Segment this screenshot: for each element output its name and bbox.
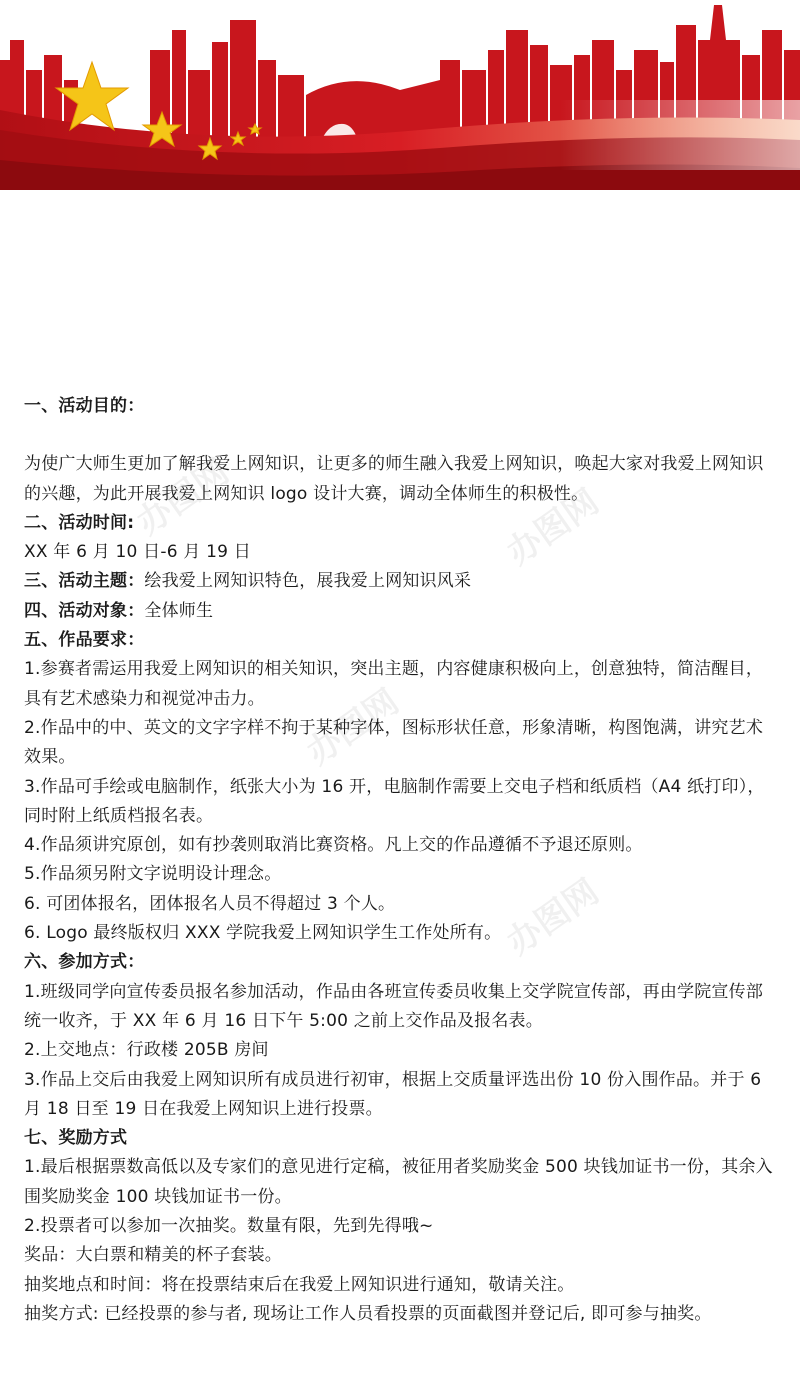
reward-item: 奖品：大白票和精美的杯子套装。 (24, 1245, 282, 1266)
section-body-audience: 全体师生 (144, 600, 214, 621)
reward-item: 2.投票者可以参加一次抽奖。数量有限，先到先得哦~ (24, 1216, 434, 1237)
watermark: 办图网 (299, 681, 407, 774)
watermark: 办图网 (129, 451, 237, 544)
requirement-item: 6. 可团体报名，团体报名人员不得超过 3 个人。 (24, 893, 396, 914)
requirement-item: 6. Logo 最终版权归 XXX 学院我爱上网知识学生工作处所有。 (24, 923, 502, 944)
reward-item: 抽奖方式: 已经投票的参与者, 现场让工作人员看投票的页面截图并登记后, 即可参与抽奖。 (24, 1303, 712, 1324)
reward-item: 1.最后根据票数高低以及专家们的意见进行定稿，被征用者奖励奖金 500 块钱加证书一份，其余入围奖励奖金 100 块钱加证书一份。 (24, 1157, 773, 1207)
section-body-time: XX 年 6 月 10 日-6 月 19 日 (24, 542, 251, 563)
requirement-item: 1.参赛者需运用我爱上网知识的相关知识，突出主题，内容健康积极向上，创意独特，简洁醒目，具有艺术感染力和视觉冲击力。 (24, 659, 764, 709)
section-title-rewards: 七、奖励方式 (24, 1128, 128, 1149)
method-item: 2.上交地点：行政楼 205B 房间 (24, 1040, 269, 1061)
section-title-purpose: 一、活动目的： (24, 396, 145, 416)
skyline-banner-graphic (0, 0, 800, 190)
section-body-purpose: 为使广大师生更加了解我爱上网知识，让更多的师生融入我爱上网知识，唤起大家对我爱上网知识的兴趣，为此开展我爱上网知识 logo 设计大赛，调动全体师生的积极性。 (24, 454, 764, 504)
reward-item: 抽奖地点和时间：将在投票结束后在我爱上网知识进行通知，敬请关注。 (24, 1274, 575, 1295)
section-title-theme: 三、活动主题： (24, 571, 145, 592)
requirement-item: 5.作品须另附文字说明设计理念。 (24, 864, 282, 885)
section-body-theme: 绘我爱上网知识特色，展我爱上网知识风采 (144, 571, 472, 592)
section-title-audience: 四、活动对象： (24, 600, 145, 621)
method-item: 3.作品上交后由我爱上网知识所有成员进行初审，根据上交质量评选出份 10 份入围作品。并于 6 月 18 日至 19 日在我爱上网知识上进行投票。 (24, 1069, 762, 1119)
document-body (24, 392, 780, 1329)
section-title-method: 六、参加方式： (24, 952, 145, 973)
section-title-requirements: 五、作品要求： (24, 630, 145, 651)
section-audience (24, 597, 780, 626)
watermark: 办图网 (499, 481, 607, 574)
section-title-time: 二、活动时间: (24, 512, 135, 533)
requirement-item: 2.作品中的中、英文的文字字样不拘于某种字体，图标形状任意，形象清晰，构图饱满，讲究艺术效果。 (24, 717, 764, 768)
watermark: 办图网 (499, 871, 607, 964)
header-banner (0, 0, 800, 190)
requirement-item: 3.作品可手绘或电脑制作，纸张大小为 16 开，电脑制作需要上交电子档和纸质档（A4 纸打印），同时附上纸质档报名表。 (24, 776, 765, 826)
method-item: 1.班级同学向宣传委员报名参加活动，作品由各班宣传委员收集上交学院宣传部，再由学院宣传部统一收齐，于 XX 年 6 月 16 日下午 5:00 之前上交作品及报名表。 (24, 981, 764, 1031)
requirement-item: 4.作品须讲究原创，如有抄袭则取消比赛资格。凡上交的作品遵循不予退还原则。 (24, 835, 643, 856)
section-theme (24, 567, 780, 596)
